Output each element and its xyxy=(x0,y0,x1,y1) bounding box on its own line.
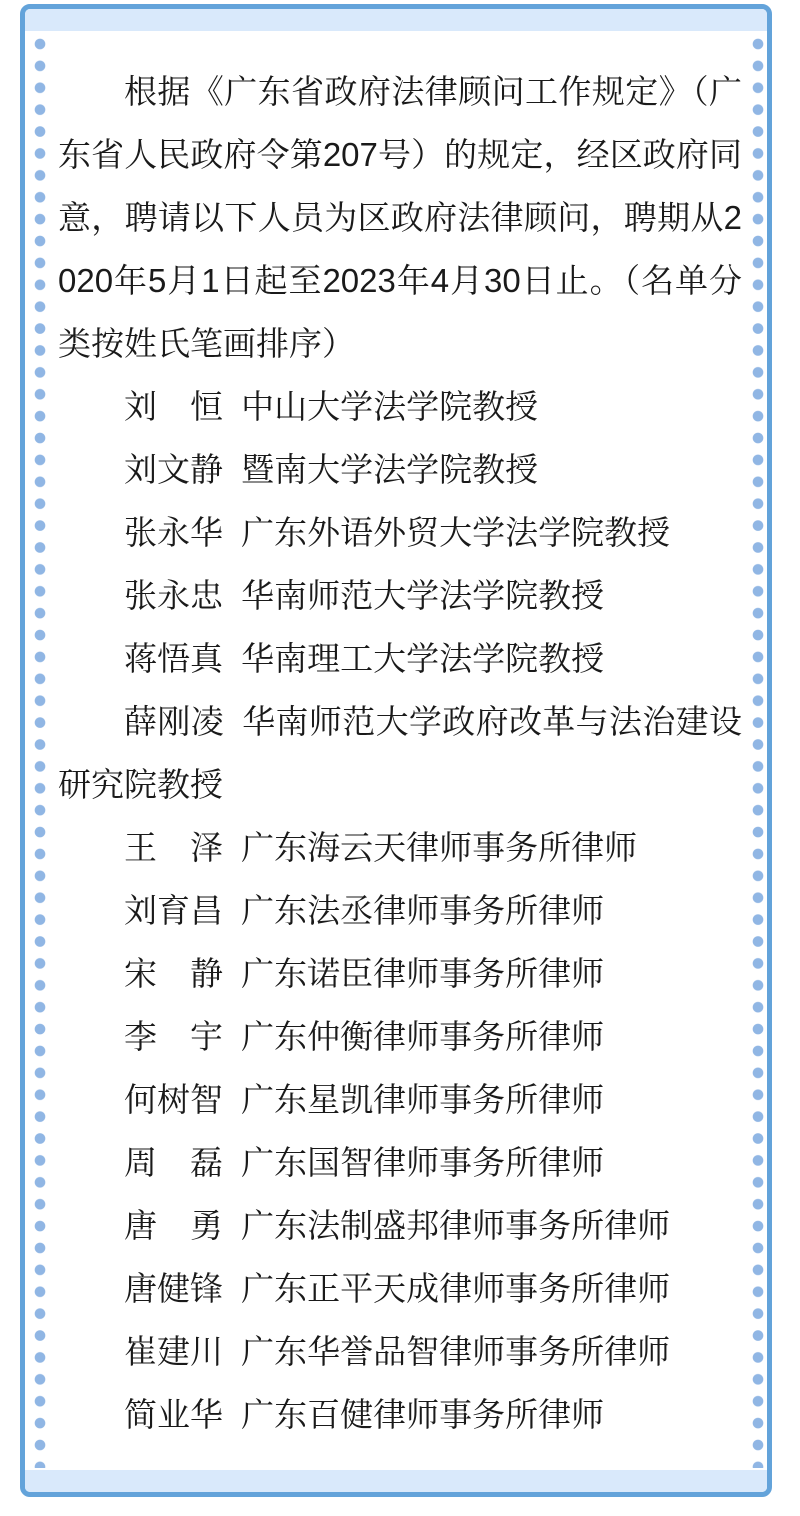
advisor-name: 宋 静 xyxy=(124,955,223,992)
advisor-entry xyxy=(58,690,742,816)
advisor-affiliation: 广东法制盛邦律师事务所律师 xyxy=(241,1207,671,1244)
intro-paragraph: 根据《广东省政府法律顾问工作规定》（广东省人民政府令第207号）的规定，经区政府同意，聘请以下人员为区政府法律顾问，聘期从2020年5月1日起至2023年4月30日止。（名单分类按姓氏笔画排序） xyxy=(58,73,742,362)
advisor-entry xyxy=(58,1257,742,1320)
advisor-name: 薛刚凌 xyxy=(124,703,225,740)
advisor-affiliation: 广东海云天律师事务所律师 xyxy=(241,829,638,866)
advisor-entry xyxy=(58,1383,742,1446)
advisor-name: 唐健锋 xyxy=(124,1270,223,1307)
advisor-name: 刘文静 xyxy=(124,451,223,488)
advisor-entry xyxy=(58,375,742,438)
advisor-entry xyxy=(58,1005,742,1068)
advisor-name: 刘育昌 xyxy=(124,892,223,929)
advisor-name: 王 泽 xyxy=(124,829,223,866)
advisor-affiliation: 广东仲衡律师事务所律师 xyxy=(241,1018,605,1055)
advisor-entry xyxy=(58,438,742,501)
advisor-entry xyxy=(58,942,742,1005)
advisor-affiliation: 中山大学法学院教授 xyxy=(241,388,539,425)
advisor-entry xyxy=(58,1131,742,1194)
advisor-name: 简业华 xyxy=(124,1396,223,1433)
document-content xyxy=(25,31,767,1446)
advisor-affiliation: 广东华誉品智律师事务所律师 xyxy=(241,1333,671,1370)
advisor-entry xyxy=(58,1194,742,1257)
top-band xyxy=(25,9,767,31)
advisor-affiliation: 华南师范大学政府改革与法治建设研究院教授 xyxy=(58,703,743,803)
bottom-band xyxy=(25,1470,767,1492)
advisor-affiliation: 广东外语外贸大学法学院教授 xyxy=(241,514,671,551)
advisor-name: 李 宇 xyxy=(124,1018,223,1055)
advisor-affiliation: 广东国智律师事务所律师 xyxy=(241,1144,605,1181)
advisor-name: 何树智 xyxy=(124,1081,223,1118)
advisor-affiliation: 华南理工大学法学院教授 xyxy=(241,640,605,677)
advisor-affiliation: 暨南大学法学院教授 xyxy=(241,451,539,488)
advisor-affiliation: 广东诺臣律师事务所律师 xyxy=(241,955,605,992)
advisor-list xyxy=(58,375,742,1446)
advisor-name: 唐 勇 xyxy=(124,1207,223,1244)
advisor-affiliation: 华南师范大学法学院教授 xyxy=(241,577,605,614)
advisor-affiliation: 广东正平天成律师事务所律师 xyxy=(241,1270,671,1307)
advisor-entry xyxy=(58,501,742,564)
advisor-name: 崔建川 xyxy=(124,1333,223,1370)
advisor-name: 周 磊 xyxy=(124,1144,223,1181)
advisor-entry xyxy=(58,1320,742,1383)
advisor-affiliation: 广东法丞律师事务所律师 xyxy=(241,892,605,929)
advisor-affiliation: 广东百健律师事务所律师 xyxy=(241,1396,605,1433)
advisor-name: 张永忠 xyxy=(124,577,223,614)
advisor-name: 张永华 xyxy=(124,514,223,551)
advisor-entry xyxy=(58,879,742,942)
advisor-entry xyxy=(58,816,742,879)
advisor-entry xyxy=(58,564,742,627)
advisor-name: 刘 恒 xyxy=(124,388,223,425)
decorative-frame xyxy=(20,4,772,1497)
advisor-entry xyxy=(58,1068,742,1131)
advisor-entry xyxy=(58,627,742,690)
advisor-name: 蒋悟真 xyxy=(124,640,223,677)
advisor-affiliation: 广东星凯律师事务所律师 xyxy=(241,1081,605,1118)
